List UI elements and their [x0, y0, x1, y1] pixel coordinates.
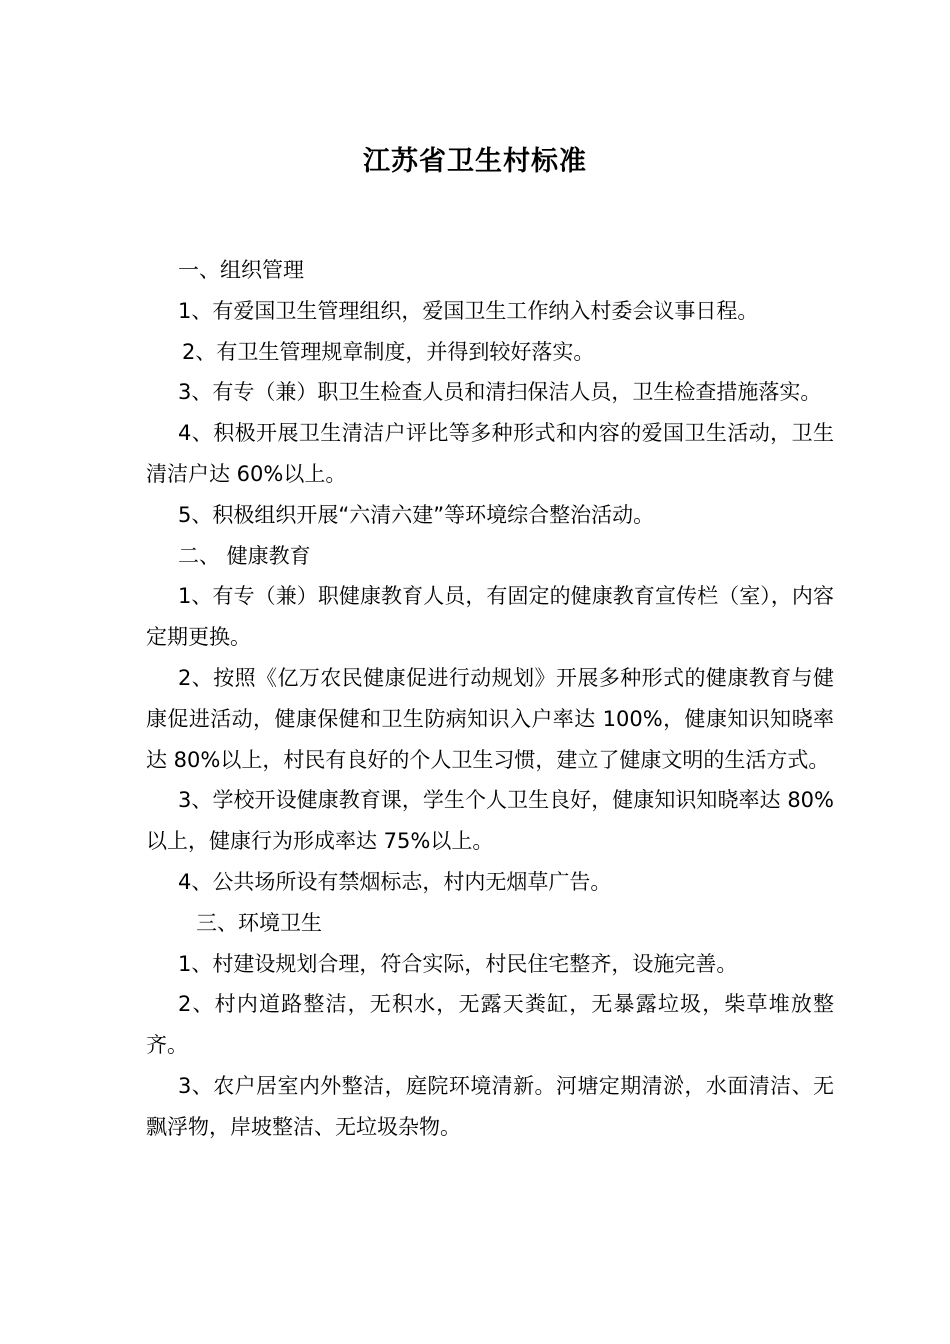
paragraph: 3、学校开设健康教育课，学生个人卫生良好，健康知识知晓率达 80%以上，健康行为形成率达 75%以上。 — [146, 788, 834, 854]
section-heading-environment: 三、环境卫生 — [196, 910, 322, 935]
paragraph: 1、村建设规划合理，符合实际，村民住宅整齐，设施完善。 — [178, 951, 738, 976]
paragraph: 1、有专（兼）职健康教育人员，有固定的健康教育宣传栏（室），内容定期更换。 — [146, 584, 834, 650]
paragraph: 5、积极组织开展“六清六建”等环境综合整治活动。 — [178, 502, 655, 527]
document-body — [146, 250, 834, 1148]
paragraph: 4、公共场所设有禁烟标志，村内无烟草广告。 — [178, 869, 612, 894]
paragraph: 2、按照《亿万农民健康促进行动规划》开展多种形式的健康教育与健康促进活动，健康保健和卫生防病知识入户率达 100%，健康知识知晓率达 80%以上，村民有良好的个人卫生习惯，建立了健康文明的生活方式。 — [146, 665, 834, 772]
paragraph: 4、积极开展卫生清洁户评比等多种形式和内容的爱国卫生活动，卫生清洁户达 60%以上。 — [146, 421, 834, 486]
paragraph: 3、农户居室内外整洁，庭院环境清新。河塘定期清淤，水面清洁、无飘浮物，岸坡整洁、无垃圾杂物。 — [146, 1073, 834, 1139]
paragraph: 3、有专（兼）职卫生检查人员和清扫保洁人员，卫生检查措施落实。 — [178, 380, 822, 405]
document-title: 江苏省卫生村标准 — [363, 146, 587, 177]
paragraph: 2、村内道路整洁，无积水，无露天粪缸，无暴露垃圾，柴草堆放整齐。 — [146, 992, 834, 1058]
section-heading-organization: 一、组织管理 — [178, 258, 304, 282]
paragraph: 1、有爱国卫生管理组织，爱国卫生工作纳入村委会议事日程。 — [178, 298, 759, 323]
paragraph: 2、有卫生管理规章制度，并得到较好落实。 — [182, 339, 595, 364]
section-heading-health-education: 二、 健康教育 — [178, 543, 311, 568]
